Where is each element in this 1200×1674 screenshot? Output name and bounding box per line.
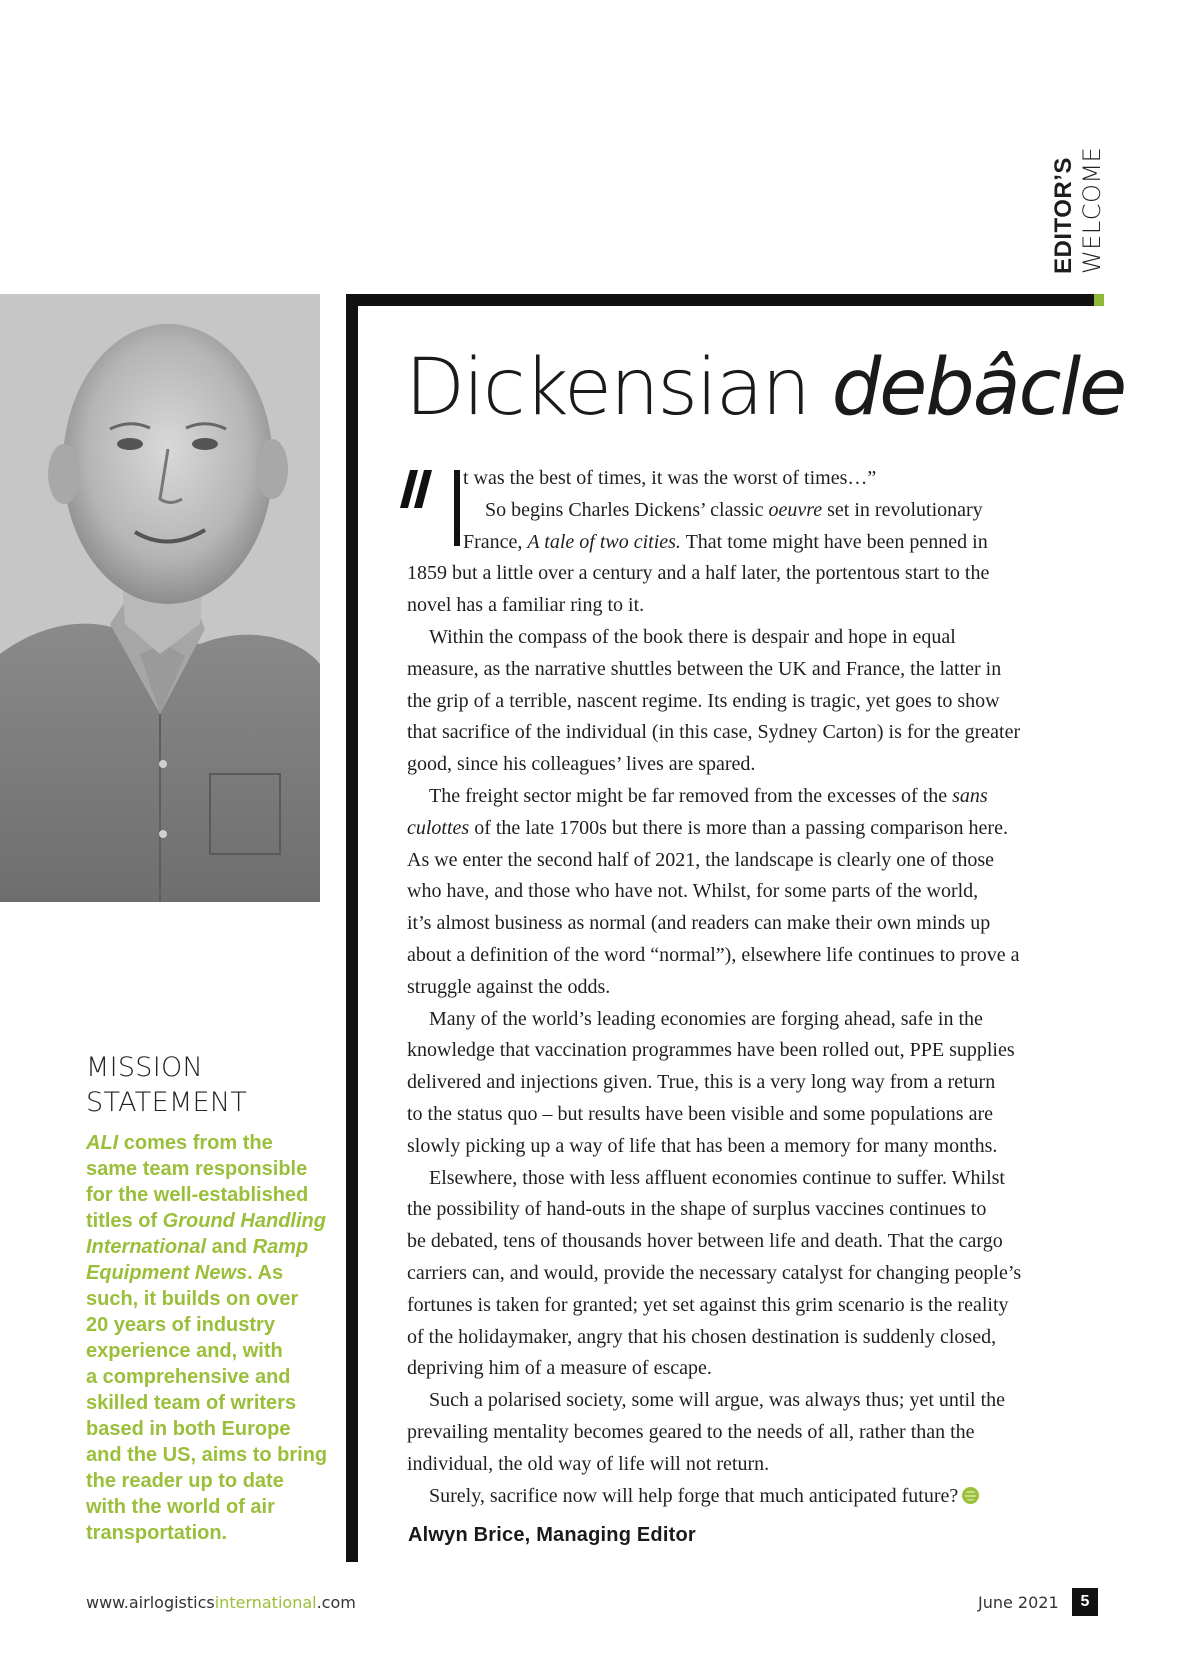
mission-line: and the US, aims to bring — [86, 1444, 328, 1466]
mission-line: with the world of air — [86, 1496, 275, 1518]
body-line: individual, the old way of life will not return. — [407, 1452, 770, 1475]
mission-text: titles of — [86, 1210, 163, 1232]
article-body — [407, 463, 1107, 1512]
body-line: As we enter the second half of 2021, the landscape is clearly one of those — [407, 848, 995, 871]
mission-line: 20 years of industry — [86, 1314, 275, 1336]
mission-emph: Ground Handling — [162, 1210, 326, 1232]
section-tab-light: WELCOME — [1078, 146, 1106, 274]
mission-line: experience and, with — [86, 1340, 283, 1362]
body-line: good, since his colleagues’ lives are spared. — [407, 753, 756, 776]
body-text: The freight sector might be far removed from the excesses of the — [429, 784, 953, 807]
mission-line: such, it builds on over — [86, 1288, 299, 1310]
footer-url-part: www.airlogistics — [86, 1593, 215, 1612]
section-tab-bold: EDITOR’S — [1050, 157, 1077, 274]
vertical-rule — [346, 294, 358, 1562]
body-line: novel has a familiar ring to it. — [407, 594, 645, 617]
body-line: t was the best of times, it was the worst of times…” — [463, 467, 877, 489]
body-line: Many of the world’s leading economies are forging ahead, safe in the — [429, 1007, 983, 1030]
mission-line: for the well-established — [86, 1184, 309, 1206]
footer-url-highlight: international — [214, 1593, 317, 1612]
headline-italic: debâcle — [831, 343, 1126, 433]
byline: Alwyn Brice, Managing Editor — [408, 1524, 696, 1546]
body-line — [407, 527, 1107, 559]
body-italic: culottes — [407, 816, 470, 839]
body-line: the possibility of hand-outs in the shape of surplus vaccines continues to — [407, 1198, 987, 1221]
body-italic: sans — [952, 784, 988, 807]
mission-line — [86, 1208, 326, 1234]
mission-text: and — [206, 1236, 253, 1258]
mission-heading-line: STATEMENT — [86, 1087, 248, 1118]
body-line — [407, 813, 1107, 845]
body-line: struggle against the odds. — [407, 975, 611, 998]
body-text: set in revolutionary — [822, 498, 983, 521]
footer-url-part: .com — [316, 1593, 356, 1612]
body-line: measure, as the narrative shuttles between the UK and France, the latter in — [407, 657, 1002, 680]
body-line: Within the compass of the book there is despair and hope in equal — [429, 625, 956, 648]
mission-emph: International — [86, 1236, 207, 1258]
mission-line: transportation. — [86, 1522, 228, 1544]
headline — [405, 338, 1126, 438]
section-tab — [1052, 147, 1104, 274]
body-text: of the late 1700s but there is more than a passing comparison here. — [469, 816, 1008, 839]
mission-line: skilled team of writers — [86, 1392, 297, 1414]
body-line: the grip of a terrible, nascent regime. Its ending is tragic, yet goes to show — [407, 689, 1000, 712]
body-line: be debated, tens of thousands hover between life and death. That the cargo — [407, 1230, 1003, 1253]
body-line: Such a polarised society, some will argue, was always thus; yet until the — [429, 1389, 1005, 1412]
body-text: Surely, sacrifice now will help forge that much anticipated future? — [429, 1484, 959, 1507]
mission-line — [86, 1234, 326, 1260]
editor-photo — [0, 294, 320, 902]
body-line: delivered and injections given. True, this is a very long way from a return — [407, 1071, 996, 1094]
body-line: knowledge that vaccination programmes have been rolled out, PPE supplies — [407, 1039, 1015, 1062]
editor-portrait-icon — [0, 294, 320, 902]
mission-emph: Ramp — [252, 1236, 309, 1258]
body-line: Elsewhere, those with less affluent economies continue to suffer. Whilst — [429, 1166, 1005, 1189]
mission-line: same team responsible — [86, 1158, 308, 1180]
body-line: carriers can, and would, provide the necessary catalyst for changing people’s — [407, 1261, 1022, 1284]
mission-text: . As — [247, 1262, 284, 1284]
top-rule-accent — [1094, 294, 1104, 306]
mission-heading-line: MISSION — [86, 1052, 204, 1083]
mission-line: the reader up to date — [86, 1470, 284, 1492]
body-line: it’s almost business as normal (and readers can make their own minds up — [407, 912, 991, 935]
body-line: 1859 but a little over a century and a half later, the portentous start to the — [407, 562, 990, 585]
footer-url[interactable] — [86, 1593, 356, 1612]
body-line: that sacrifice of the individual (in this case, Sydney Carton) is for the greater — [407, 721, 1021, 744]
body-line: who have, and those who have not. Whilst, for some parts of the world, — [407, 880, 979, 903]
body-line — [407, 495, 1107, 527]
body-text: So begins Charles Dickens’ classic — [485, 498, 769, 521]
body-line: about a definition of the word “normal”), elsewhere life continues to prove a — [407, 943, 1020, 966]
mission-body — [86, 1130, 326, 1546]
headline-regular: Dickensian — [405, 343, 809, 433]
top-rule — [346, 294, 1094, 306]
mission-emph: Equipment News — [86, 1262, 248, 1284]
body-line: prevailing mentality becomes geared to the needs of all, rather than the — [407, 1420, 975, 1443]
mission-text: comes from the — [118, 1132, 273, 1154]
body-line: of the holidaymaker, angry that his chosen destination is suddenly closed, — [407, 1325, 997, 1348]
body-italic: oeuvre — [768, 498, 823, 521]
body-text: France, — [463, 530, 528, 553]
body-line — [407, 781, 1107, 813]
mission-line: based in both Europe — [86, 1418, 291, 1440]
body-italic: A tale of two cities. — [527, 530, 681, 553]
mission-emph: ALI — [86, 1132, 119, 1154]
mission-line — [86, 1260, 326, 1286]
page-number: 5 — [1072, 1588, 1098, 1616]
body-line: fortunes is taken for granted; yet set against this grim scenario is the reality — [407, 1293, 1009, 1316]
body-line: depriving him of a measure of escape. — [407, 1357, 712, 1380]
body-line — [407, 1481, 1107, 1513]
end-mark-icon — [962, 1487, 979, 1504]
mission-line: a comprehensive and — [86, 1366, 291, 1388]
body-text: That tome might have been penned in — [680, 530, 988, 553]
footer-date: June 2021 — [978, 1593, 1059, 1612]
body-line: slowly picking up a way of life that has been a memory for many months. — [407, 1134, 998, 1157]
mission-line — [86, 1130, 326, 1156]
mission-heading — [86, 1050, 326, 1120]
body-line: to the status quo – but results have been visible and some populations are — [407, 1102, 993, 1125]
